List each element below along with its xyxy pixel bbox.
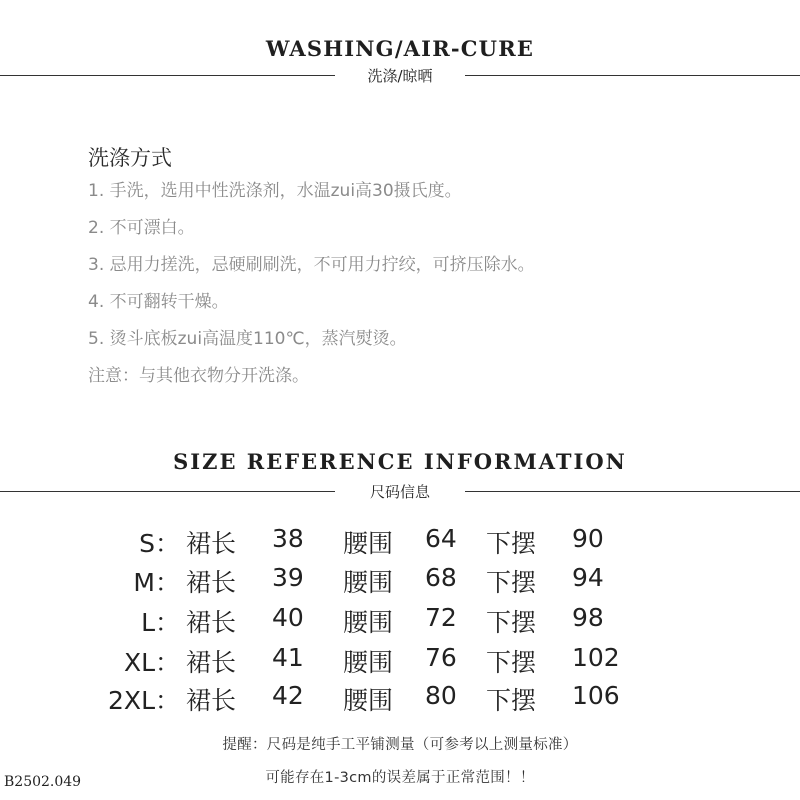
size-title: SIZE REFERENCE INFORMATION [173, 449, 627, 474]
hem-value: 102 [572, 643, 620, 672]
skirt-length-label: 裙长 [186, 648, 237, 677]
washing-title: WASHING/AIR-CURE [265, 36, 535, 61]
waist-value: 80 [425, 681, 457, 710]
hem-label: 下摆 [486, 568, 537, 597]
washing-note: 注意：与其他衣物分开洗涤。 [88, 366, 309, 386]
size-row-l [0, 603, 800, 643]
size-divider-right [465, 491, 800, 492]
skirt-length-label: 裙长 [186, 608, 237, 637]
size-row-2xl [0, 681, 800, 721]
washing-divider-left [0, 75, 335, 76]
hem-value: 98 [572, 603, 604, 632]
washing-divider-right [465, 75, 800, 76]
washing-line: 1. 手洗，选用中性洗涤剂，水温zui高30摄氏度。 [88, 181, 462, 201]
washing-heading: 洗涤方式 [88, 146, 172, 170]
waist-label: 腰围 [343, 529, 394, 558]
hem-label: 下摆 [486, 529, 537, 558]
waist-label: 腰围 [343, 568, 394, 597]
washing-line: 3. 忌用力搓洗，忌硬刷刷洗，不可用力拧绞，可挤压除水。 [88, 255, 535, 275]
skirt-length-label: 裙长 [186, 529, 237, 558]
skirt-length-value: 42 [272, 681, 304, 710]
size-row-xl [0, 643, 800, 683]
washing-line: 4. 不可翻转干燥。 [88, 292, 229, 312]
hem-value: 90 [572, 524, 604, 553]
product-code: B2502.049 [4, 774, 82, 790]
size-label: M： [133, 568, 180, 597]
hem-label: 下摆 [486, 686, 537, 715]
measurement-tolerance-note: 可能存在1-3cm的误差属于正常范围！！ [265, 770, 535, 786]
skirt-length-value: 38 [272, 524, 304, 553]
skirt-length-value: 41 [272, 643, 304, 672]
measurement-reminder: 提醒：尺码是纯手工平铺测量（可参考以上测量标准） [222, 737, 578, 753]
hem-label: 下摆 [486, 648, 537, 677]
washing-line: 2. 不可漂白。 [88, 218, 195, 238]
washing-subtitle: 洗涤/晾晒 [367, 67, 433, 85]
waist-label: 腰围 [343, 608, 394, 637]
size-row-s [0, 524, 800, 564]
hem-label: 下摆 [486, 608, 537, 637]
size-subtitle: 尺码信息 [369, 483, 430, 501]
size-row-m [0, 563, 800, 603]
washing-line: 5. 烫斗底板zui高温度110℃，蒸汽熨烫。 [88, 329, 407, 349]
size-divider-left [0, 491, 335, 492]
skirt-length-value: 39 [272, 563, 304, 592]
washing-instructions [88, 142, 535, 402]
size-label: XL： [123, 648, 180, 677]
size-label: 2XL： [108, 686, 180, 715]
skirt-length-label: 裙长 [186, 686, 237, 715]
hem-value: 106 [572, 681, 620, 710]
waist-value: 64 [425, 524, 457, 553]
skirt-length-value: 40 [272, 603, 304, 632]
hem-value: 94 [572, 563, 604, 592]
waist-value: 72 [425, 603, 457, 632]
waist-value: 76 [425, 643, 457, 672]
size-label: L： [141, 608, 180, 637]
waist-label: 腰围 [343, 686, 394, 715]
size-label: S： [139, 529, 180, 558]
waist-value: 68 [425, 563, 457, 592]
waist-label: 腰围 [343, 648, 394, 677]
skirt-length-label: 裙长 [186, 568, 237, 597]
